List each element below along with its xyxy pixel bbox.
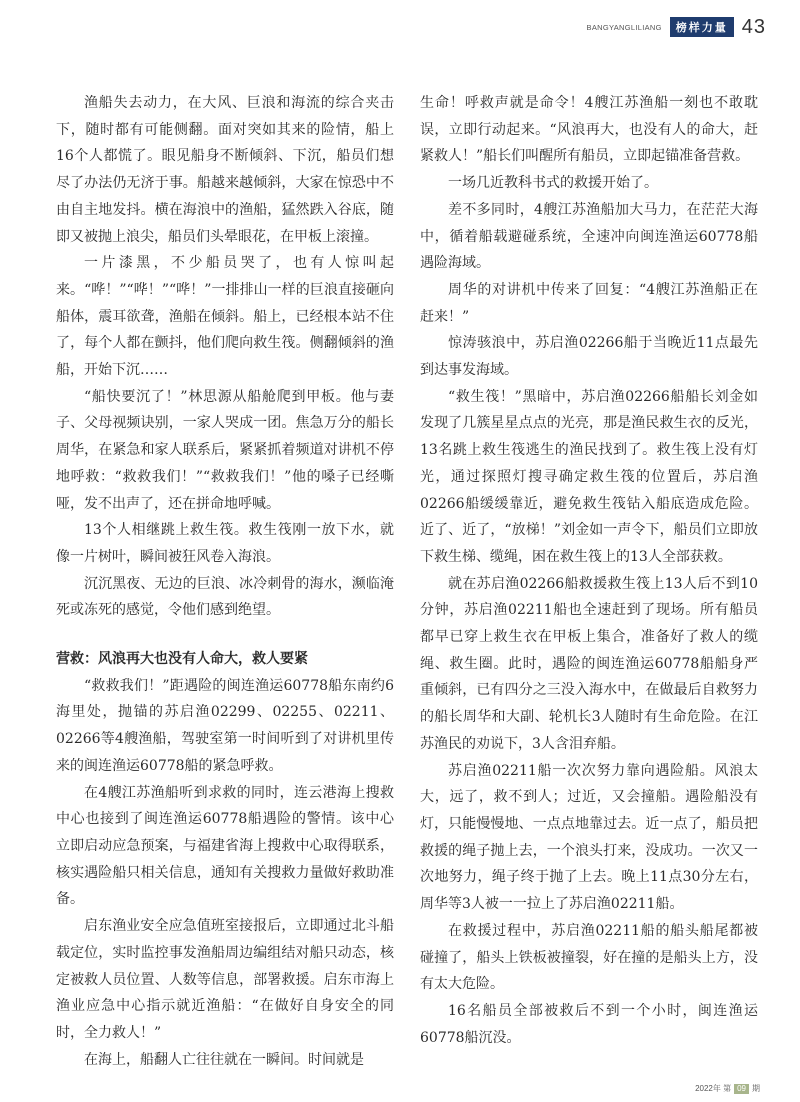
section-heading: 营救：风浪再大也没有人命大，救人要紧 <box>56 651 308 668</box>
footer-issue-suffix: 期 <box>752 1084 760 1093</box>
paragraph: 启东渔业安全应急值班室接报后，立即通过北斗船载定位，实时监控事发渔船周边编组结对船只动态，核定被救人员位置、人数等信息，部署救援。启东市海上渔业应急中心指示就近渔船：“在做好自身安全的同时，全力救人！” <box>56 918 394 1041</box>
paragraph: “船快要沉了！”林思源从船舱爬到甲板。他与妻子、父母视频诀别，一家人哭成一团。焦急万分的船长周华，在紧急和家人联系后，紧紧抓着频道对讲机不停地呼救：“救救我们！”“救救我们！”他的嗓子已经嘶哑，发不出声了，还在拼命地呼喊。 <box>56 388 394 512</box>
footer-year: 2022年 第 <box>695 1084 732 1093</box>
paragraph: 一片漆黑，不少船员哭了，也有人惊叫起来。“哗！”“哗！”“哗！”一排排山一样的巨浪直接砸向船体，震耳欲聋，渔船在倾斜。船上，已经根本站不住了，每个人都在颤抖，他们爬向救生筏。侧翻倾斜的渔船，开始下沉…… <box>56 255 394 379</box>
page-number: 43 <box>741 15 766 38</box>
paragraph: 沉沉黑夜、无边的巨浪、冰冷刺骨的海水，濒临淹死或冻死的感觉，令他们感到绝望。 <box>56 575 394 619</box>
paragraph: 16名船员全部被救后不到一个小时，闽连渔运60778船沉没。 <box>420 1002 758 1046</box>
paragraph: 就在苏启渔02266船救援救生筏上13人后不到10分钟，苏启渔02211船也全速赶到了现场。所有船员都早已穿上救生衣在甲板上集合，准备好了救人的缆绳、救生圈。此时，遇险的闽连渔运60778船船身严重倾斜，已有四分之三没入海水中，在做最后自救努力的船长周华和大副、轮机长3人随时有生命危险。在江苏渔民的劝说下，3人含泪弃船。 <box>420 575 758 752</box>
paragraph: 在救援过程中，苏启渔02211船的船头船尾都被碰撞了，船头上铁板被撞裂，好在撞的是船头上方，没有太大危险。 <box>420 922 758 993</box>
paragraph: 一场几近教科书式的救援开始了。 <box>448 175 658 192</box>
paragraph-continuation: 生命！呼救声就是命令！4艘江苏渔船一刻也不敢耽误，立即行动起来。“风浪再大，也没有人的命大，赶紧救人！”船长们叫醒所有船员，立即起锚准备营救。 <box>420 95 758 165</box>
paragraph: 惊涛骇浪中，苏启渔02266船于当晚近11点最先到达事发海域。 <box>420 335 758 379</box>
section-name-english: BANGYANGLILIANG <box>586 22 662 32</box>
paragraph: “救生筏！”黑暗中，苏启渔02266船船长刘金如发现了几簇星星点点的光亮，那是渔民救生衣的反光，13名跳上救生筏逃生的渔民找到了。救生筏上没有灯光，通过探照灯搜寻确定救生筏的位置后，苏启渔02266船缓缓靠近，避免救生筏钻入船底造成危险。近了、近了，“放梯！”刘金如一声令下，船员们立即放下救生梯、缆绳，困在救生筏上的13人全部获救。 <box>420 388 758 565</box>
left-column <box>56 90 394 1073</box>
paragraph: 渔船失去动力，在大风、巨浪和海流的综合夹击下，随时都有可能侧翻。面对突如其来的险情，船上16个人都慌了。眼见船身不断倾斜、下沉，船员们想尽了办法仍无济于事。船越来越倾斜，大家在惊恐中不由自主地发抖。横在海浪中的渔船，猛然跌入谷底，随即又被抛上浪尖，船员们头晕眼花，在甲板上滚撞。 <box>56 95 394 245</box>
issue-number-badge: 09 <box>734 1084 749 1094</box>
paragraph: 在海上，船翻人亡往往就在一瞬间。时间就是 <box>84 1051 364 1068</box>
page-header <box>587 14 766 40</box>
page-footer <box>695 1083 760 1094</box>
paragraph: 苏启渔02211船一次次努力靠向遇险船。风浪太大，远了，救不到人；过近，又会撞船。遇险船没有灯，只能慢慢地、一点点地靠过去。近一点了，船员把救援的绳子抛上去，一个浪头打来，没成功。一次又一次地努力，绳子终于抛了上去。晚上11点30分左右，周华等3人被一一拉上了苏启渔02211船。 <box>420 762 758 913</box>
section-name-badge: 榜样力量 <box>670 17 734 37</box>
paragraph: 在4艘江苏渔船听到求救的同时，连云港海上搜救中心也接到了闽连渔运60778船遇险的警情。该中心立即启动应急预案，与福建省海上搜救中心取得联系，核实遇险船只相关信息，通知有关搜救力量做好救助准备。 <box>56 784 394 908</box>
paragraph: 13个人相继跳上救生筏。救生筏刚一放下水，就像一片树叶，瞬间被狂风卷入海浪。 <box>56 522 394 565</box>
paragraph: 差不多同时，4艘江苏渔船加大马力，在茫茫大海中，循着船载避碰系统，全速冲向闽连渔运60778船遇险海域。 <box>420 201 758 272</box>
right-column <box>420 90 758 1051</box>
paragraph: “救救我们！”距遇险的闽连渔运60778船东南约6海里处，抛锚的苏启渔02299、02255、02211、02266等4艘渔船，驾驶室第一时间听到了对讲机里传来的闽连渔运60778船的紧急呼救。 <box>56 677 394 774</box>
paragraph: 周华的对讲机中传来了回复：“4艘江苏渔船正在赶来！” <box>420 281 758 325</box>
